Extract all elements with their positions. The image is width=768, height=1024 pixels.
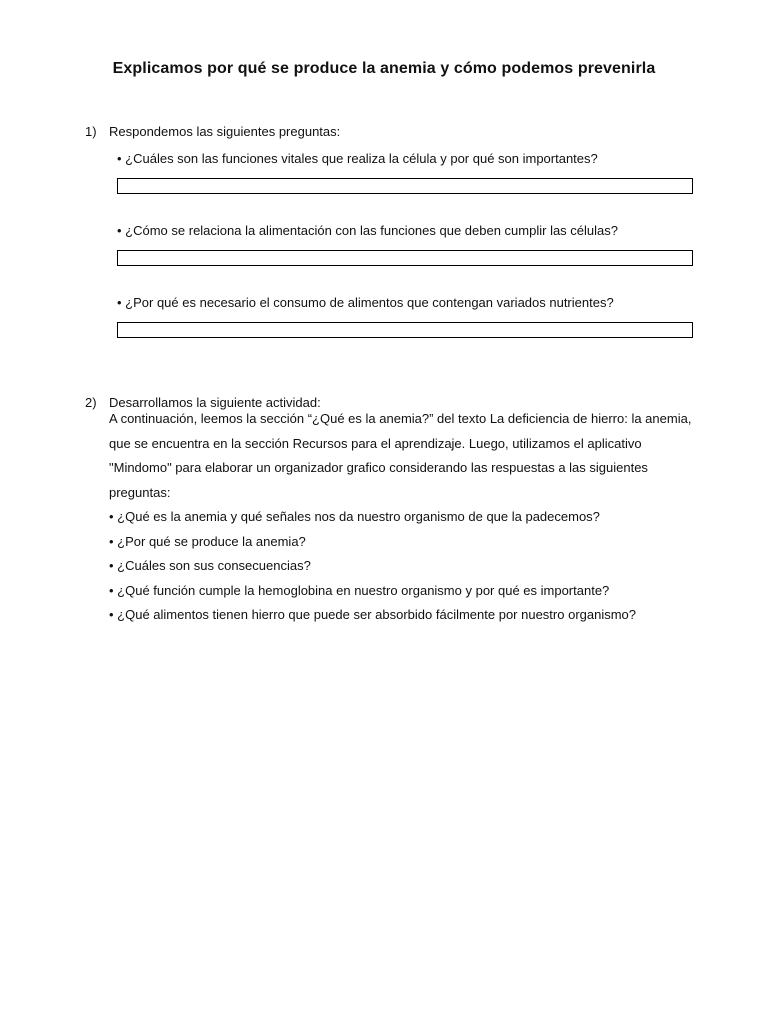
list-item: • ¿Qué es la anemia y qué señales nos da nuestro organismo de que la padecemos? [109, 509, 600, 524]
paragraph-line: A continuación, leemos la sección “¿Qué es la anemia?” del texto La deficiencia de hierro: la anemia, [109, 411, 692, 426]
question-bullet-list [109, 505, 636, 628]
list-item: • ¿Qué función cumple la hemoglobina en nuestro organismo y por qué es importante? [109, 582, 610, 598]
question-1: • ¿Cuáles son las funciones vitales que realiza la célula y por qué son importantes? [117, 151, 598, 166]
section-1-heading: Respondemos las siguientes preguntas: [109, 124, 341, 139]
list-item: • ¿Cuáles son sus consecuencias? [109, 558, 311, 573]
paragraph-line: "Mindomo" para elaborar un organizador grafico considerando las respuestas a las siguientes [109, 460, 648, 475]
page-title: Explicamos por qué se produce la anemia y cómo podemos prevenirla [112, 60, 656, 77]
answer-field-2[interactable] [117, 250, 693, 266]
list-item: • ¿Qué alimentos tienen hierro que puede ser absorbido fácilmente por nuestro organismo? [109, 607, 637, 622]
answer-field-1[interactable] [117, 178, 693, 194]
section-2-number: 2) [85, 395, 97, 410]
paragraph-line: preguntas: [109, 484, 171, 500]
section-2-heading: Desarrollamos la siguiente actividad: [109, 395, 321, 410]
list-item: • ¿Por qué se produce la anemia? [109, 533, 306, 549]
question-2: • ¿Cómo se relaciona la alimentación con las funciones que deben cumplir las células? [117, 223, 618, 238]
answer-field-3[interactable] [117, 322, 693, 338]
instructions-paragraph [109, 407, 709, 505]
paragraph-line: que se encuentra en la sección Recursos para el aprendizaje. Luego, utilizamos el aplicativo [109, 435, 642, 451]
section-1-number: 1) [85, 124, 97, 139]
question-3: • ¿Por qué es necesario el consumo de alimentos que contengan variados nutrientes? [117, 295, 614, 310]
